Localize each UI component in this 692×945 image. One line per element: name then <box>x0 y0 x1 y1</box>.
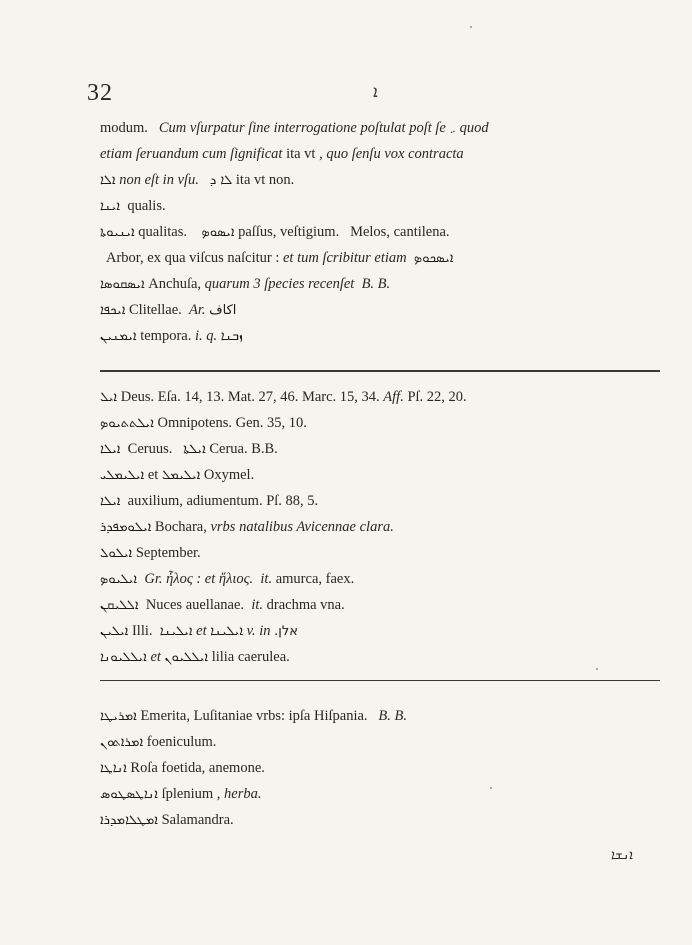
text-line: ܐܝܠܐ Ceruus. ܐܝܠܬܐ Cerua. B.B. <box>100 441 278 457</box>
text-line: ܐܡܛܠܐܡܕܪܐ Salamandra. <box>100 812 234 828</box>
text-line: ܐܝܠܠܝܘܢܐ et ܐܝܠܠܝܘܢ lilia caerulea. <box>100 649 290 665</box>
text-line: etiam ſeruandum cum ſignificat ita vt , quo ſenſu vox contracta <box>100 146 464 162</box>
catchword: ܐܢܫܐ <box>611 848 633 863</box>
running-head: ܐ <box>373 82 378 101</box>
text-line: ܐܡܪܝܛܐ Emerita, Luſitaniae vrbs: ipſa Hiſpania. B. B. <box>100 708 407 724</box>
paper-speck <box>470 26 472 28</box>
text-line: ܐܝܣܩܘܤܐ Anchuſa, quarum 3 ſpecies recenſet B. B. <box>100 276 391 292</box>
entry-block-1 <box>100 120 662 354</box>
text-line: Arbor, ex qua viſcus naſcitur : et tum ſcribitur etiam ܐܝܣܟܘܤ <box>106 250 454 266</box>
entry-block-2 <box>100 389 662 675</box>
paper-speck <box>490 787 492 789</box>
section-divider <box>100 680 660 681</box>
text-line: ܐܝܠܝܡܠܝ et ܐܝܠܝܡܠ Oxymel. <box>100 467 255 483</box>
text-line: ܐܝܠܐ auxilium, adiumentum. Pſ. 88, 5. <box>100 493 319 509</box>
text-line: ܐܝܠܝܢ Illi. ܐܝܠܝܢܐ et ܐܝܠܝܢܐ v. in אלן. <box>100 623 298 639</box>
text-line: ܐܝܢܐ qualis. <box>100 198 166 214</box>
text-line: ܐܝܡܢܝܢ tempora. i. q. ܙܒܢܐ <box>100 328 243 344</box>
text-line: ܐܝܟܦܐ Clitellae. Ar. اكاف <box>100 302 237 318</box>
section-divider <box>100 370 660 372</box>
text-line: ܐܡܪܐܬܘܢ foeniculum. <box>100 734 217 750</box>
text-line: ܐܝܢܝܘܬܐ qualitas. ܐܝܣܘܤ paſſus, veſtigium. Melos, cantilena. <box>100 224 450 240</box>
text-line: ܐܢܐܛܣܛܘܣ ſplenium , herba. <box>100 786 262 802</box>
text-line: ܐܢܐܛܐ Roſa foetida, anemone. <box>100 760 265 776</box>
text-line: ܐܠܠܝܩܢ Nuces auellanae. it. drachma vna. <box>100 597 345 613</box>
text-line: ܐܝܠܘܠ September. <box>100 545 201 561</box>
text-line: ܐܝܠܝܘܤ Gr. ἧλος : et ἥλιος. it. amurca, faex. <box>100 571 355 587</box>
text-line: ܐܝܠ Deus. Eſa. 14, 13. Mat. 27, 46. Marc. 15, 34. Aff. Pſ. 22, 20. <box>100 389 467 405</box>
text-line: ܐܝܠܘܡܦܕܪ Bochara, vrbs natalibus Avicennae clara. <box>100 519 394 535</box>
entry-block-3 <box>100 708 662 838</box>
text-line: modum. Cum vſurpatur ſine interrogatione poſtulat poſt ſe ܇ quod <box>100 120 489 136</box>
text-line: ܐܠܐ non eſt in vſu. ܠܐ ܕ ita vt non. <box>100 172 295 188</box>
paper-speck <box>596 668 598 670</box>
page-number: 32 <box>87 80 113 106</box>
text-line: ܐܝܠܬܬܝܘܤ Omnipotens. Gen. 35, 10. <box>100 415 307 431</box>
